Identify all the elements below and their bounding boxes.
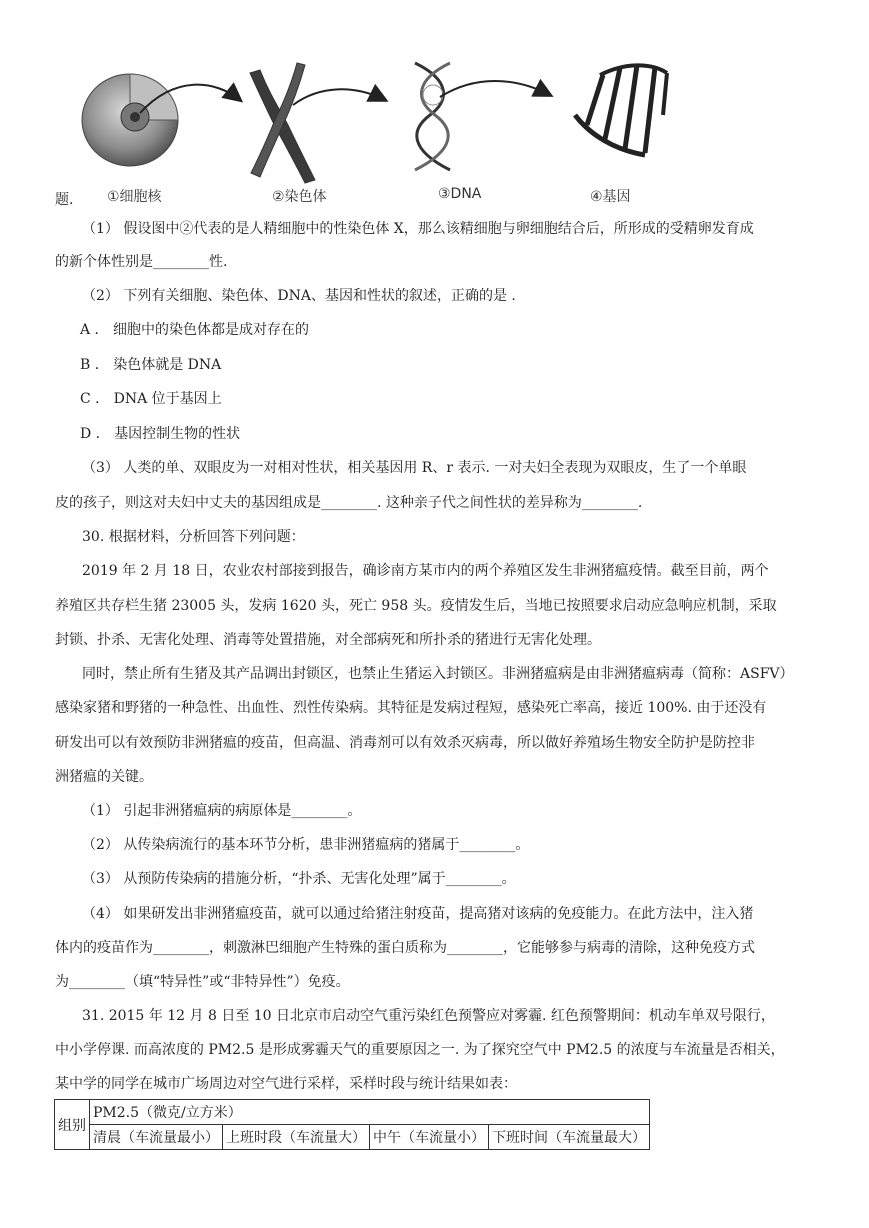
- gene-segment-icon: [575, 65, 667, 155]
- table-header-row: [55, 1100, 650, 1125]
- q30-para2-line1: 同时，禁止所有生猪及其产品调出封锁区，也禁止生猪运入封锁区。非洲猪瘟病是由非洲猪瘟病毒（简称：ASFV）: [82, 666, 794, 682]
- q30-sub1: （1） 引起非洲猪瘟病的病原体是________。: [82, 803, 362, 819]
- q29-part2: （2） 下列有关细胞、染色体、DNA、基因和性状的叙述，正确的是 .: [82, 288, 516, 304]
- figure-label-gene: ④基因: [590, 189, 631, 205]
- q29-option-c: C ． DNA 位于基因上: [80, 391, 222, 407]
- pm25-header-cell: PM2.5（微克/立方米）: [90, 1100, 650, 1125]
- q30-para2-line2: 感染家猪和野猪的一种急性、出血性、烈性传染病。其特征是发病过程短，感染死亡率高，接近 100%. 由于还没有: [55, 700, 767, 716]
- q29-option-b: B ． 染色体就是 DNA: [80, 357, 222, 373]
- group-header-cell: 组别: [55, 1100, 90, 1150]
- cell-nucleus-icon: [82, 74, 178, 166]
- chromosome-icon: [250, 63, 315, 183]
- q30-sub2: （2） 从传染病流行的基本环节分析，患非洲猪瘟病的猪属于________。: [82, 837, 530, 853]
- q30-para1-line3: 封锁、扑杀、无害化处理、消毒等处置措施，对全部病死和所扑杀的猪进行无害化处理。: [55, 632, 601, 648]
- q31-line1: 31. 2015 年 12 月 8 日至 10 日北京市启动空气重污染红色预警应对雾霾. 红色预警期间：机动车单双号限行，: [82, 1008, 775, 1024]
- table-subheader-row: [55, 1125, 650, 1150]
- figure-illustration: [55, 55, 695, 185]
- q29-part1-line2: 的新个体性别是________性.: [55, 254, 228, 270]
- q29-option-d: D ． 基因控制生物的性状: [80, 426, 241, 442]
- q31-line3: 某中学的同学在城市广场周边对空气进行采样，采样时段与统计结果如表：: [55, 1076, 517, 1092]
- question-prefix: 题.: [55, 192, 74, 208]
- q30-para1-line1: 2019 年 2 月 18 日，农业农村部接到报告，确诊南方某市内的两个养殖区发生非洲猪瘟疫情。截至目前，两个: [82, 563, 769, 579]
- q30-para1-line2: 养殖区共存栏生猪 23005 头，发病 1620 头，死亡 958 头。疫情发生后，当地已按照要求启动应急响应机制，采取: [55, 598, 777, 614]
- q29-part1-line1: （1） 假设图中②代表的是人精细胞中的性染色体 X，那么该精细胞与卵细胞结合后，所形成的受精卵发育成: [82, 221, 754, 237]
- dna-helix-icon: [415, 63, 450, 170]
- q30-sub3: （3） 从预防传染病的措施分析，“扑杀、无害化处理”属于________。: [82, 871, 516, 887]
- q31-line2: 中小学停课. 而高浓度的 PM2.5 是形成雾霾天气的重要原因之一. 为了探究空气中 PM2.5 的浓度与车流量是否相关，: [55, 1042, 785, 1058]
- q30-para2-line3: 研发出可以有效预防非洲猪瘟的疫苗，但高温、消毒剂可以有效杀灭病毒，所以做好养殖场生物安全防护是防控非: [55, 735, 755, 751]
- figure-label-nucleus: ①细胞核: [107, 189, 162, 205]
- q30-title: 30. 根据材料，分析回答下列问题：: [82, 529, 305, 545]
- q30-para2-line4: 洲猪瘟的关键。: [55, 769, 153, 785]
- figure-label-dna: ③DNA: [438, 186, 482, 202]
- q30-sub4-line1: （4） 如果研发出非洲猪瘟疫苗，就可以通过给猪注射疫苗，提高猪对该病的免疫能力。在此方法中，注入猪: [82, 906, 754, 922]
- pm25-data-table: [54, 1099, 650, 1150]
- q30-sub4-line3: 为________（填“特异性”或“非特异性”）免疫。: [55, 974, 350, 990]
- q29-part3-line2: 皮的孩子，则这对夫妇中丈夫的基因组成是________. 这种亲子代之间性状的差异称为________.: [55, 495, 643, 511]
- q29-option-a: A ． 细胞中的染色体都是成对存在的: [80, 322, 310, 338]
- col-morning: 清晨（车流量最小）: [90, 1125, 223, 1150]
- col-noon: 中午（车流量小）: [370, 1125, 489, 1150]
- cell-to-gene-figure: [55, 55, 695, 205]
- figure-label-chromosome: ②染色体: [272, 189, 327, 205]
- col-commute-pm: 下班时间（车流量最大）: [489, 1125, 650, 1150]
- q30-sub4-line2: 体内的疫苗作为________，刺激淋巴细胞产生特殊的蛋白质称为________，它能够参与病毒的清除，这种免疫方式: [55, 940, 755, 956]
- col-commute-am: 上班时段（车流量大）: [223, 1125, 370, 1150]
- q29-part3-line1: （3） 人类的单、双眼皮为一对相对性状，相关基因用 R、r 表示. 一对夫妇全表现为双眼皮，生了一个单眼: [82, 460, 747, 476]
